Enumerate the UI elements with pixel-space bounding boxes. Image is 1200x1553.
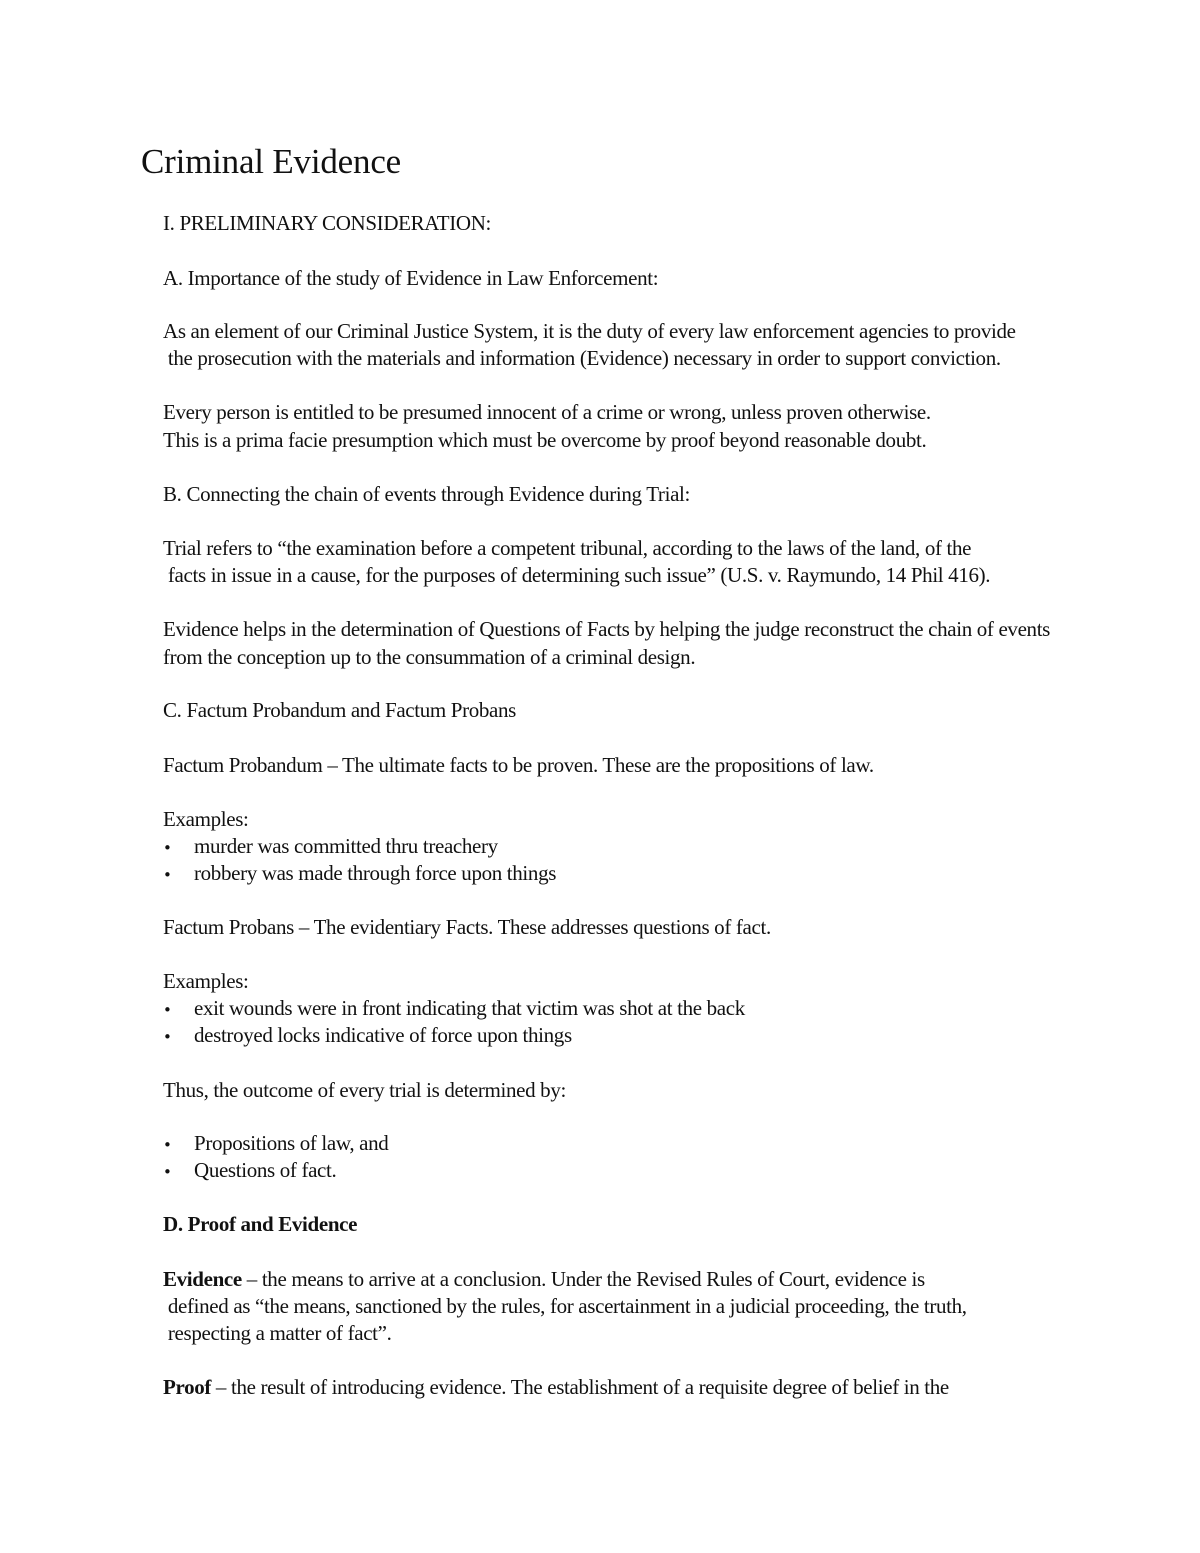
- section-a-paragraph-2-line-2: This is a prima facie presumption which must be overcome by proof beyond reasonable doubt.: [163, 428, 927, 452]
- section-a-paragraph-1-line-1: As an element of our Criminal Justice System, it is the duty of every law enforcement agencies to provide: [163, 319, 1016, 343]
- list-item: [163, 860, 556, 889]
- proof-term: Proof: [163, 1375, 212, 1399]
- list-item-text: murder was committed thru treachery: [194, 834, 498, 858]
- list-item-text: Questions of fact.: [194, 1158, 337, 1182]
- bullet-glyph: •: [163, 1028, 172, 1046]
- list-item-text: destroyed locks indicative of force upon things: [194, 1023, 572, 1047]
- list-item-text: Propositions of law, and: [194, 1131, 389, 1155]
- evidence-definition-line-1: [163, 1266, 925, 1293]
- section-d-heading-text: D. Proof and Evidence: [163, 1212, 358, 1236]
- list-item: [163, 1022, 572, 1051]
- examples-label: Examples:: [163, 969, 249, 993]
- list-item-text: exit wounds were in front indicating that victim was shot at the back: [194, 996, 745, 1020]
- bullet-glyph: •: [163, 1136, 172, 1154]
- evidence-definition-line-2: defined as “the means, sanctioned by the rules, for ascertainment in a judicial proceeding, the truth,: [163, 1294, 967, 1318]
- section-b-heading: B. Connecting the chain of events through Evidence during Trial:: [163, 482, 691, 506]
- section-b-paragraph-1-line-2: facts in issue in a cause, for the purposes of determining such issue” (U.S. v. Raymundo, 14 Phil 416).: [163, 563, 991, 587]
- bullet-glyph: •: [163, 1001, 172, 1019]
- outcome-intro: Thus, the outcome of every trial is determined by:: [163, 1078, 566, 1102]
- bullet-glyph: •: [163, 839, 172, 857]
- section-a-heading: A. Importance of the study of Evidence in Law Enforcement:: [163, 266, 659, 290]
- section-b-paragraph-1-line-1: Trial refers to “the examination before a competent tribunal, according to the laws of the land, of the: [163, 536, 972, 560]
- list-item: [163, 1130, 388, 1159]
- section-i-heading: I. PRELIMINARY CONSIDERATION:: [163, 211, 491, 235]
- proof-definition-text: – the result of introducing evidence. The establishment of a requisite degree of belief in the: [211, 1375, 949, 1399]
- section-a-paragraph-2-line-1: Every person is entitled to be presumed innocent of a crime or wrong, unless proven otherwise.: [163, 400, 931, 424]
- section-d-heading: [163, 1211, 357, 1238]
- section-b-paragraph-2-line-2: from the conception up to the consummation of a criminal design.: [163, 645, 696, 669]
- section-c-heading: C. Factum Probandum and Factum Probans: [163, 698, 517, 722]
- examples-label: Examples:: [163, 807, 249, 831]
- document-title: Criminal Evidence: [141, 142, 401, 181]
- factum-probandum-definition: Factum Probandum – The ultimate facts to be proven. These are the propositions of law.: [163, 753, 874, 777]
- list-item: [163, 833, 498, 862]
- evidence-definition-line-3: respecting a matter of fact”.: [163, 1321, 392, 1345]
- factum-probans-definition: Factum Probans – The evidentiary Facts. These addresses questions of fact.: [163, 915, 771, 939]
- bullet-glyph: •: [163, 1163, 172, 1181]
- section-a-paragraph-1-line-2: the prosecution with the materials and information (Evidence) necessary in order to support conviction.: [163, 346, 1001, 370]
- list-item-text: robbery was made through force upon things: [194, 861, 557, 885]
- bullet-glyph: •: [163, 866, 172, 884]
- list-item: [163, 995, 745, 1024]
- evidence-definition-text: – the means to arrive at a conclusion. Under the Revised Rules of Court, evidence is: [241, 1267, 925, 1291]
- list-item: [163, 1157, 336, 1186]
- section-b-paragraph-2-line-1: Evidence helps in the determination of Questions of Facts by helping the judge reconstruct the chain of events: [163, 617, 1050, 641]
- proof-definition-line-1: [163, 1374, 949, 1401]
- evidence-term: Evidence: [163, 1267, 242, 1291]
